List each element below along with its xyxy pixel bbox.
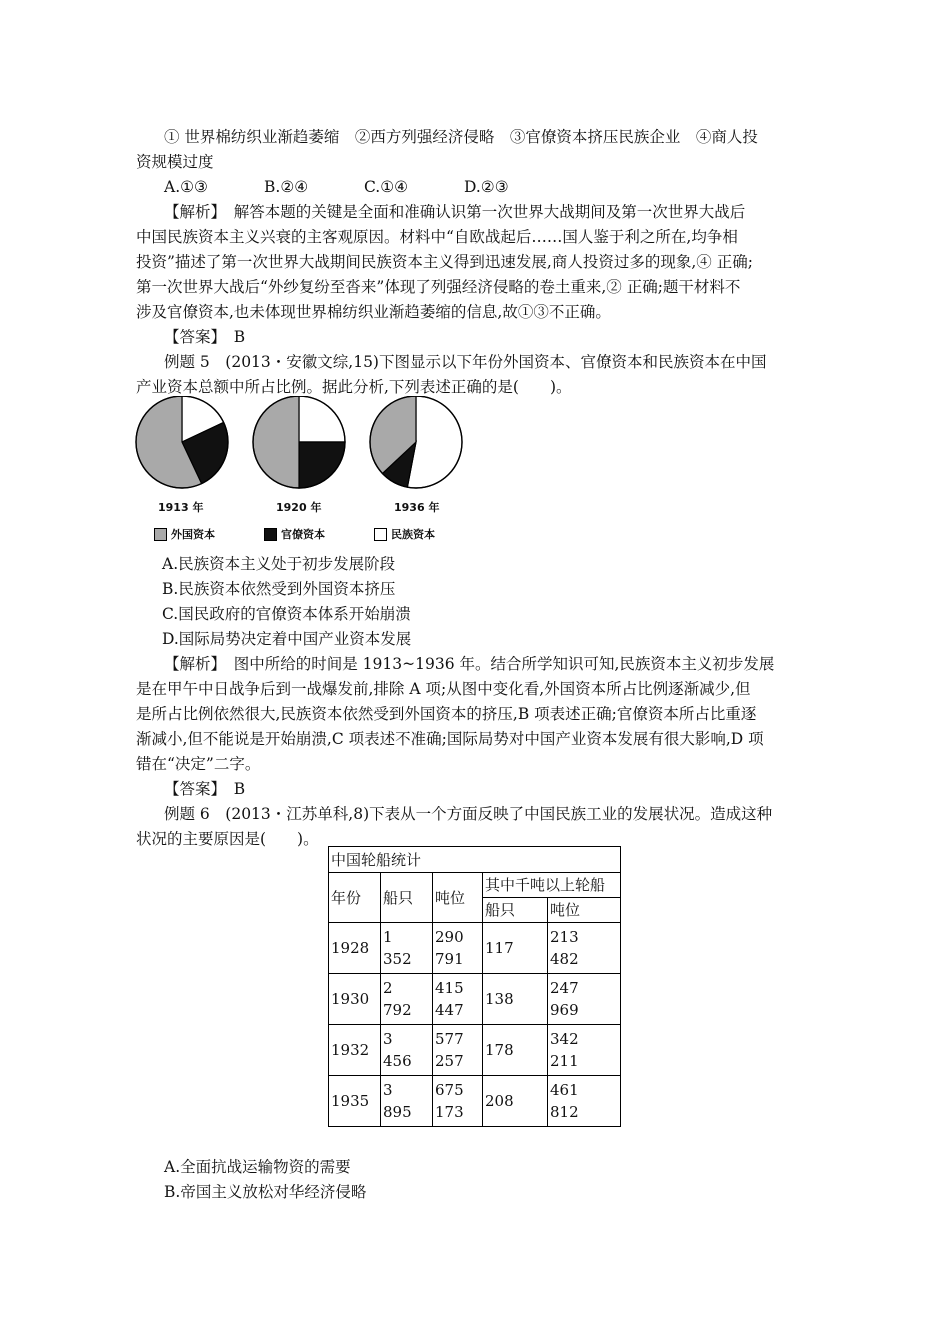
cell-ships: 3 895 xyxy=(381,1076,433,1127)
q6-option-a: A.全面抗战运输物资的需要 xyxy=(164,1158,351,1176)
ship-statistics-table xyxy=(328,846,621,1127)
cell-year: 1935 xyxy=(329,1076,381,1127)
header-sub-tonnage: 吨位 xyxy=(548,898,621,923)
choice-b: B.②④ xyxy=(264,178,309,196)
cell-big-tonnage: 247 969 xyxy=(548,974,621,1025)
cell-tonnage xyxy=(433,923,483,974)
q5-answer: 【答案】 B xyxy=(164,780,246,798)
q4-analysis-line: 中国民族资本主义兴衰的主客观原因。材料中“自欧战起后……国人鉴于利之所在,均争相 xyxy=(136,228,738,246)
tonnage-part: 791 xyxy=(435,950,464,968)
legend-swatch-national xyxy=(374,528,387,541)
choice-a: A.①③ xyxy=(164,178,208,196)
cell-big-tonnage: 213 482 xyxy=(548,923,621,974)
q5-stem-line: 产业资本总额中所占比例。据此分析,下列表述正确的是( )。 xyxy=(136,378,572,396)
cell-tonnage xyxy=(433,1076,483,1127)
cell-big-ships: 178 xyxy=(483,1025,548,1076)
header-group: 其中千吨以上轮船 xyxy=(483,873,621,898)
q6-option-b: B.帝国主义放松对华经济侵略 xyxy=(164,1183,367,1201)
pie-slice xyxy=(253,396,299,488)
options-line-2: 资规模过度 xyxy=(136,153,214,171)
legend-swatch-bureaucratic xyxy=(264,528,277,541)
q5-analysis-line: 错在“决定”二字。 xyxy=(136,755,261,773)
cell-ships: 1 352 xyxy=(381,923,433,974)
cell-tonnage xyxy=(433,1025,483,1076)
header-ships: 船只 xyxy=(381,873,433,923)
q6-stem-line: 例题 6 (2013・江苏单科,8)下表从一个方面反映了中国民族工业的发展状况。造成这种 xyxy=(164,805,773,823)
cell-year: 1930 xyxy=(329,974,381,1025)
q5-analysis-line: 渐减小,但不能说是开始崩溃,C 项表述不准确;国际局势对中国产业资本发展有很大影响,D 项 xyxy=(136,730,764,748)
table-title: 中国轮船统计 xyxy=(329,847,621,873)
cell-ships: 3 456 xyxy=(381,1025,433,1076)
tonnage-part: 675 xyxy=(435,1081,464,1099)
q5-analysis-line: 【解析】 图中所给的时间是 1913~1936 年。结合所学知识可知,民族资本主义初步发展 xyxy=(164,655,775,673)
pie-label-1913: 1913 年 xyxy=(158,501,204,514)
q5-stem-line: 例题 5 (2013・安徽文综,15)下图显示以下年份外国资本、官僚资本和民族资本在中国 xyxy=(164,353,767,371)
tonnage-part: 447 xyxy=(435,1001,464,1019)
pie-label-1920: 1920 年 xyxy=(276,501,322,514)
header-tonnage: 吨位 xyxy=(433,873,483,923)
q5-option-a: A.民族资本主义处于初步发展阶段 xyxy=(162,555,396,573)
table-row xyxy=(329,923,621,974)
cell-year: 1932 xyxy=(329,1025,381,1076)
table-row xyxy=(329,974,621,1025)
q5-analysis-line: 是所占比例依然很大,民族资本依然受到外国资本的挤压,B 项表述正确;官僚资本所占比重逐 xyxy=(136,705,757,723)
legend-bureaucratic xyxy=(264,526,325,542)
q5-analysis-line: 是在甲午中日战争后到一战爆发前,排除 A 项;从图中变化看,外国资本所占比例逐渐减少,但 xyxy=(136,680,751,698)
tonnage-part: 257 xyxy=(435,1052,464,1070)
cell-big-tonnage: 342 211 xyxy=(548,1025,621,1076)
cell-big-ships: 208 xyxy=(483,1076,548,1127)
cell-big-ships: 117 xyxy=(483,923,548,974)
header-sub-ships: 船只 xyxy=(483,898,548,923)
tonnage-part: 577 xyxy=(435,1030,464,1048)
q4-analysis-line: 【解析】 解答本题的关键是全面和准确认识第一次世界大战期间及第一次世界大战后 xyxy=(164,203,746,221)
choice-c: C.①④ xyxy=(364,178,409,196)
q5-option-d: D.国际局势决定着中国产业资本发展 xyxy=(162,630,412,648)
tonnage-part: 173 xyxy=(435,1103,464,1121)
cell-ships: 2 792 xyxy=(381,974,433,1025)
table-row xyxy=(329,1076,621,1127)
q4-analysis-line: 第一次世界大战后“外纱复纷至沓来”体现了列强经济侵略的卷土重来,② 正确;题干材料不 xyxy=(136,278,741,296)
cell-big-tonnage: 461 812 xyxy=(548,1076,621,1127)
legend-foreign xyxy=(154,526,215,542)
q4-analysis-line: 涉及官僚资本,也未体现世界棉纺织业渐趋萎缩的信息,故①③不正确。 xyxy=(136,303,611,321)
legend-swatch-foreign xyxy=(154,528,167,541)
pie-label-1936: 1936 年 xyxy=(394,501,440,514)
legend-label: 外国资本 xyxy=(171,528,215,541)
cell-big-ships: 138 xyxy=(483,974,548,1025)
q6-stem-line: 状况的主要原因是( )。 xyxy=(136,830,319,848)
cell-year: 1928 xyxy=(329,923,381,974)
header-year: 年份 xyxy=(329,873,381,923)
q5-option-b: B.民族资本依然受到外国资本挤压 xyxy=(162,580,396,598)
q4-analysis-line: 投资”描述了第一次世界大战期间民族资本主义得到迅速发展,商人投资过多的现象,④ 正确; xyxy=(136,253,753,271)
legend-label: 民族资本 xyxy=(391,528,435,541)
q4-answer: 【答案】 B xyxy=(164,328,246,346)
options-line-1: ① 世界棉纺织业渐趋萎缩 ②西方列强经济侵略 ③官僚资本挤压民族企业 ④商人投 xyxy=(164,128,758,146)
tonnage-part: 290 xyxy=(435,928,464,946)
table-row xyxy=(329,1025,621,1076)
choice-d: D.②③ xyxy=(464,178,509,196)
cell-tonnage xyxy=(433,974,483,1025)
q5-option-c: C.国民政府的官僚资本体系开始崩溃 xyxy=(162,605,411,623)
tonnage-part: 415 xyxy=(435,979,464,997)
legend-label: 官僚资本 xyxy=(281,528,325,541)
legend-national xyxy=(374,526,435,542)
